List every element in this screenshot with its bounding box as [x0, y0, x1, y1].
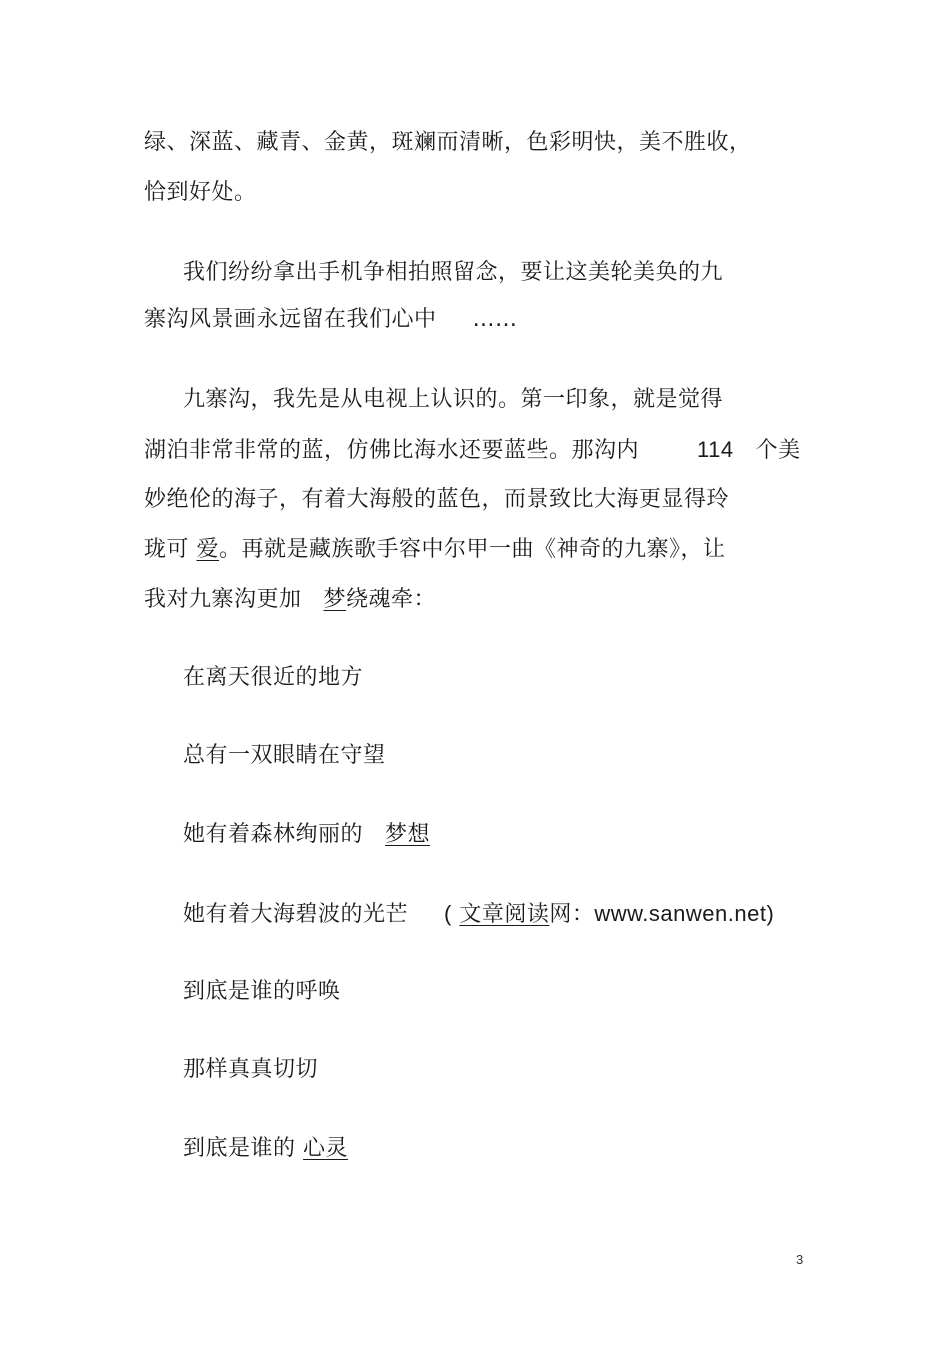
paragraph-3-line-5-tail: 绕魂牵：: [346, 587, 437, 612]
paragraph-3-line-5-text: 我对九寨沟更加: [144, 587, 302, 612]
paragraph-2-line-1: 我们纷纷拿出手机争相拍照留念，要让这美轮美奂的九: [183, 260, 724, 285]
poem-line-7: [183, 1134, 348, 1164]
dream-poem-link[interactable]: 梦想: [385, 822, 431, 847]
article-reading-link[interactable]: 文章阅读: [459, 902, 550, 927]
paren-close: ): [766, 901, 775, 926]
poem-line-3: [183, 820, 430, 850]
paragraph-2-text: 寨沟风景画永远留在我们心中: [144, 307, 437, 332]
paragraph-3-line-4-tail: 。再就是藏族歌手容中尔甲一曲《神奇的九寨》，让: [219, 537, 726, 562]
paragraph-2-line-2: [144, 305, 518, 335]
page-number: 3: [796, 1252, 804, 1267]
poem-line-4: [183, 899, 774, 930]
paragraph-3-line-3: 妙绝伦的海子，有着大海般的蓝色，而景致比大海更显得玲: [144, 487, 730, 512]
poem-line-1: 在离天很近的地方: [183, 665, 364, 690]
soul-link[interactable]: 心灵: [303, 1136, 349, 1161]
paragraph-1-line-2: 恰到好处。: [144, 180, 257, 205]
paragraph-3-line-4: [144, 535, 726, 565]
paragraph-3-line-5: [144, 585, 436, 615]
lake-count: 114: [697, 437, 734, 462]
paragraph-3-line-2-tail: 个美: [755, 438, 801, 463]
paragraph-3-line-1: 九寨沟，我先是从电视上认识的。第一印象，就是觉得: [183, 387, 724, 412]
dream-link[interactable]: 梦: [323, 587, 347, 612]
paragraph-3-line-2-text: 湖泊非常非常的蓝，仿佛比海水还要蓝些。那沟内: [144, 438, 640, 463]
ellipsis: ……: [472, 307, 518, 332]
poem-line-2: 总有一双眼睛在守望: [183, 743, 386, 768]
paragraph-1-line-1: 绿、深蓝、藏青、金黄，斑斓而清晰，色彩明快，美不胜收，: [144, 130, 752, 155]
paragraph-3-line-4-text: 珑可: [144, 537, 190, 562]
love-link[interactable]: 爱: [196, 537, 220, 562]
site-address: 网：www.sanwen.net: [549, 901, 767, 926]
poem-line-6: 那样真真切切: [183, 1057, 319, 1082]
paren-open: (: [444, 901, 452, 926]
poem-line-5: 到底是谁的呼唤: [183, 979, 341, 1004]
poem-line-4-text: 她有着大海碧波的光芒: [183, 902, 409, 927]
poem-line-7-text: 到底是谁的: [183, 1136, 296, 1161]
paragraph-3-line-2: [144, 435, 801, 466]
poem-line-3-text: 她有着森林绚丽的: [183, 822, 364, 847]
